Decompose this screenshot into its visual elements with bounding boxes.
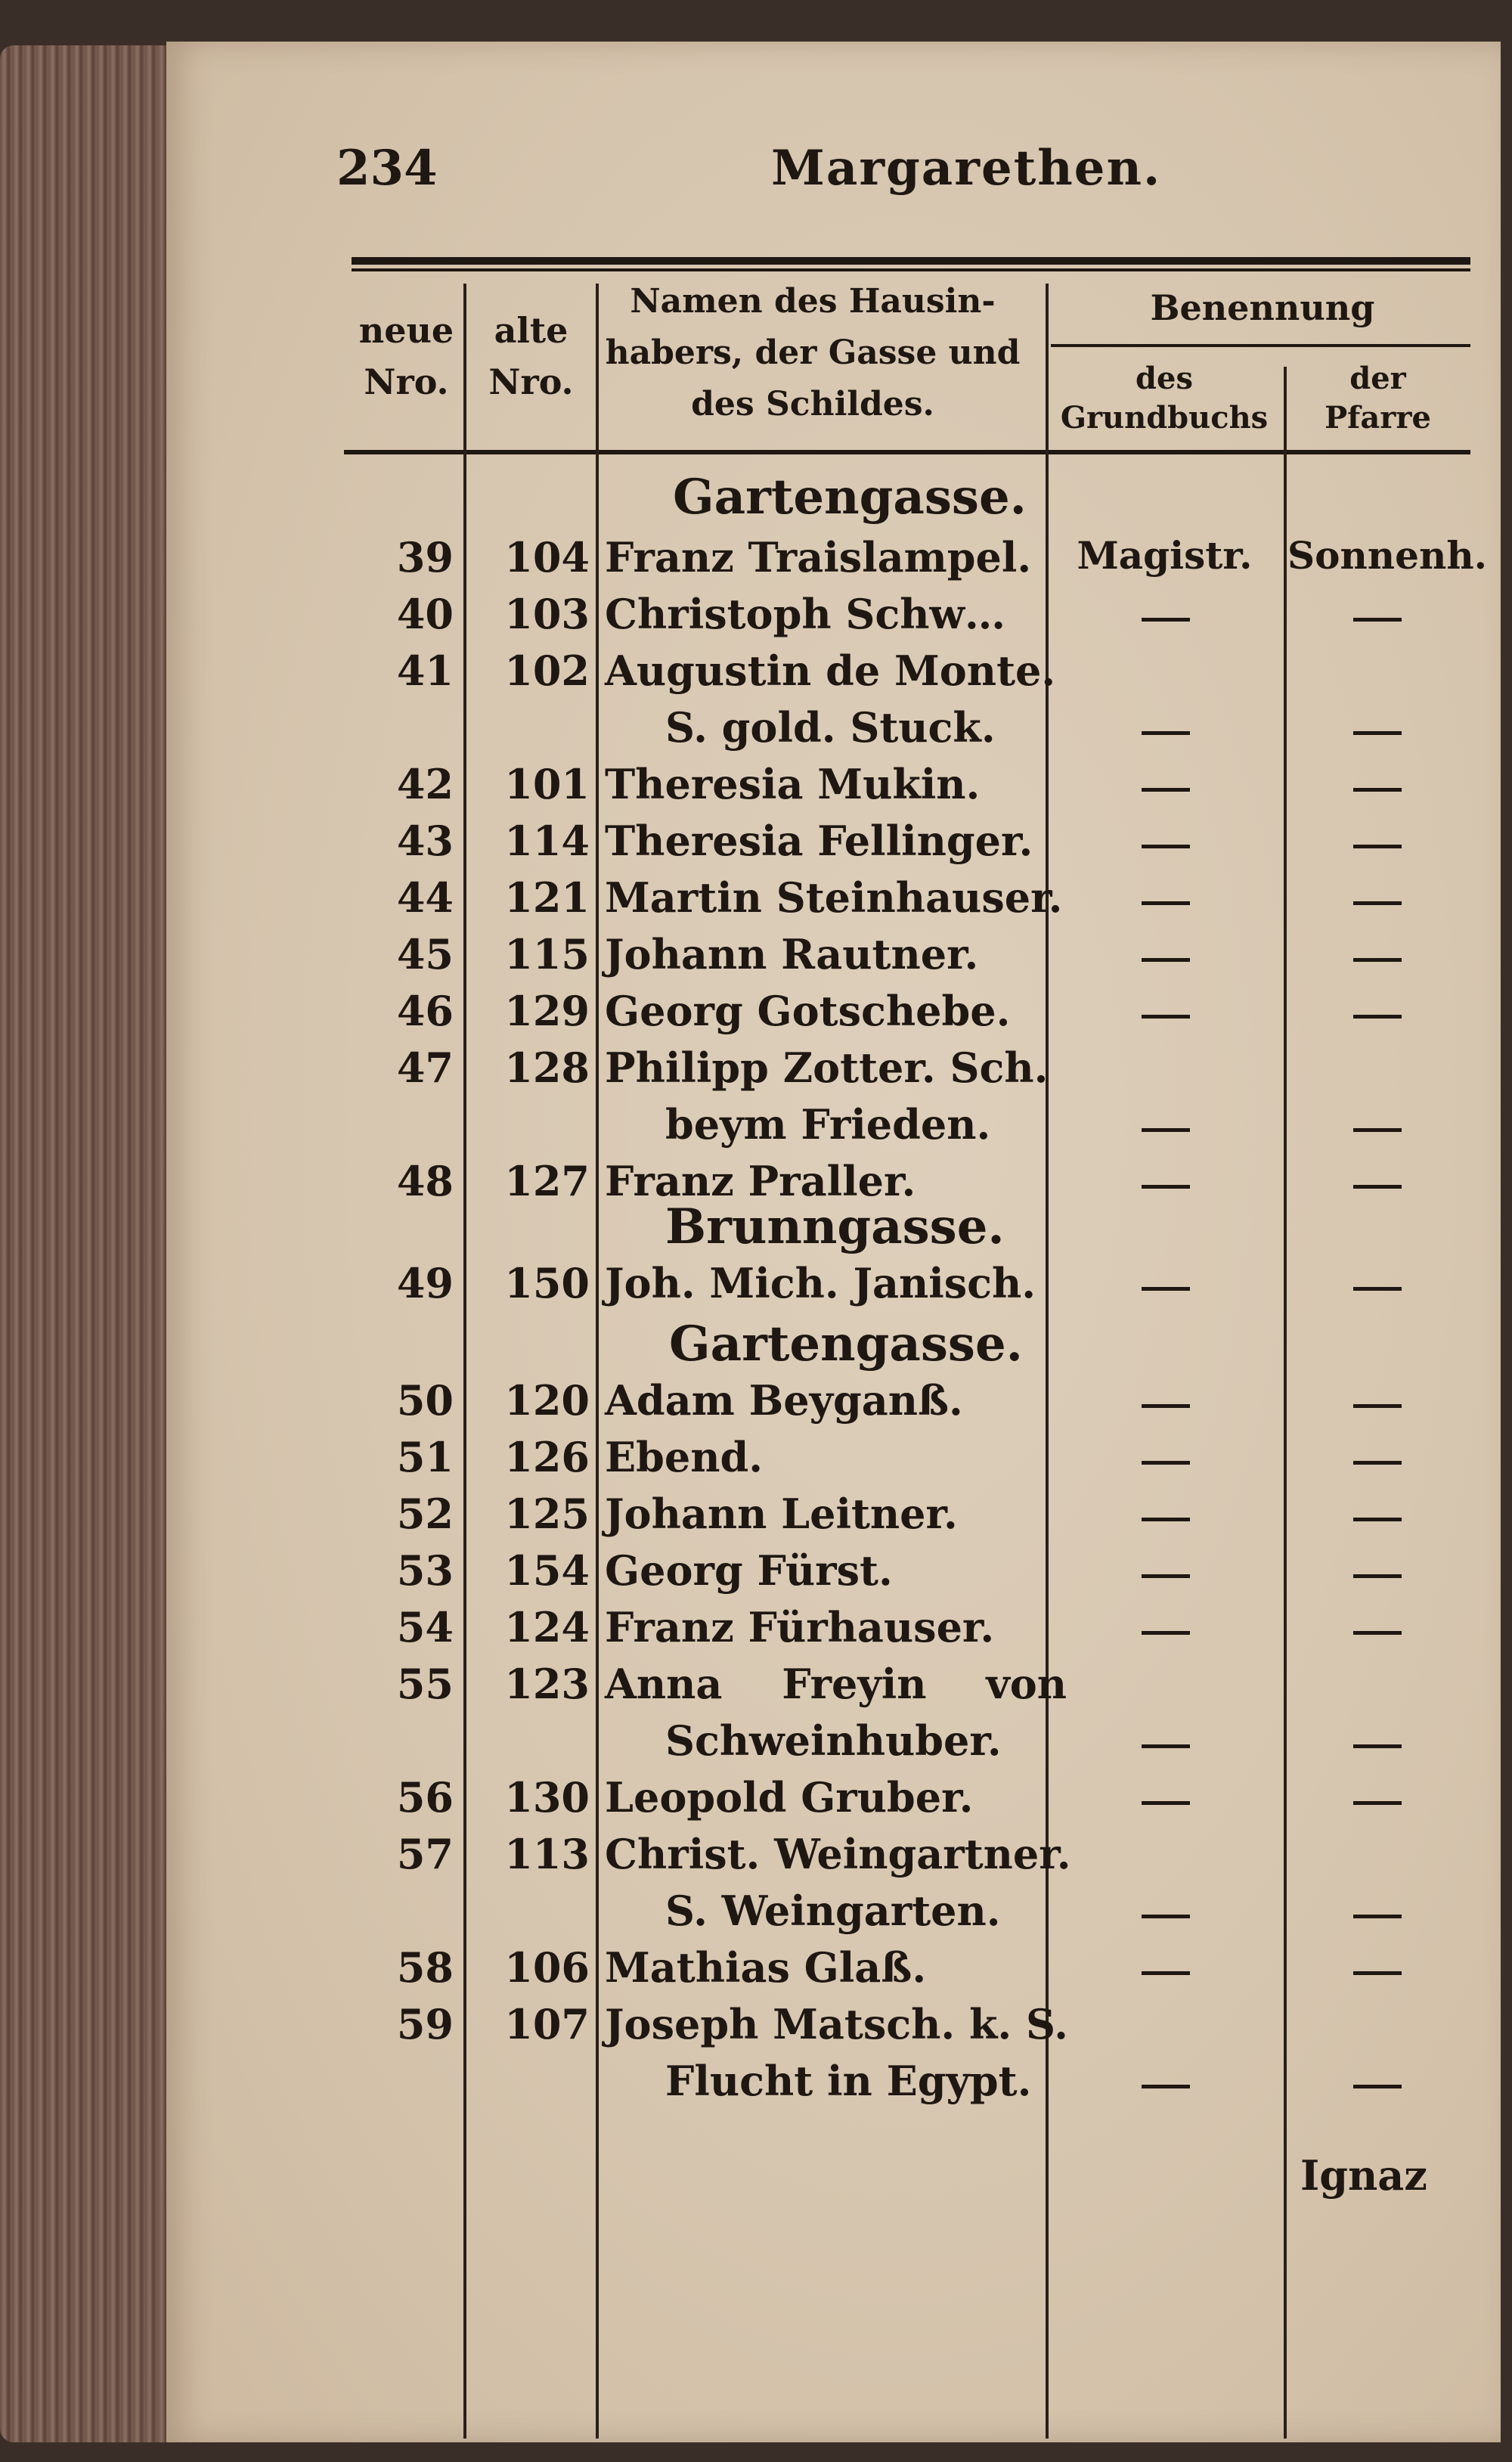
ditto-dash	[1353, 1971, 1402, 1975]
new-number: 39	[396, 533, 454, 581]
owner-name: Georg Fürst.	[605, 1546, 893, 1595]
book-page-edges	[0, 45, 174, 2442]
new-number: 41	[396, 647, 454, 695]
ditto-dash	[1142, 2085, 1190, 2088]
catchword: Ignaz	[1300, 2151, 1427, 2200]
owner-name: Georg Gotschebe.	[605, 987, 1011, 1035]
old-number: 104	[504, 533, 590, 581]
top-rule-thin	[352, 268, 1470, 271]
ditto-dash	[1142, 788, 1190, 792]
old-number: 130	[504, 1773, 590, 1822]
ditto-dash	[1142, 731, 1190, 735]
house-sign: S. gold. Stuck.	[665, 703, 996, 752]
col-head-old-no-line1: alte	[494, 310, 569, 351]
owner-name: Franz Traislampel.	[605, 533, 1032, 581]
ditto-dash	[1142, 1801, 1190, 1805]
page-number: 234	[336, 140, 438, 197]
new-number: 57	[396, 1830, 454, 1878]
ditto-dash	[1353, 901, 1402, 905]
new-number: 45	[396, 930, 454, 978]
ditto-dash	[1142, 901, 1190, 905]
ditto-dash	[1353, 1518, 1402, 1521]
new-number: 43	[396, 817, 454, 865]
pfarre-value: Sonnenh.	[1287, 533, 1488, 578]
col-head-old-no-line2: Nro.	[488, 361, 574, 402]
benennung-underline	[1051, 344, 1470, 347]
grundbuch-value: Magistr.	[1077, 533, 1253, 578]
owner-name: Martin Steinhauser.	[605, 873, 1063, 922]
street-heading: Brunngasse.	[665, 1198, 1005, 1255]
col-head-grundbuch-line2: Grundbuchs	[1060, 400, 1269, 436]
owner-name: Theresia Fellinger.	[605, 817, 1033, 865]
old-number: 114	[504, 817, 590, 865]
old-number: 107	[504, 2000, 590, 2048]
ditto-dash	[1142, 618, 1190, 622]
col-head-new-no	[352, 305, 461, 408]
old-number: 102	[504, 647, 590, 695]
ditto-dash	[1353, 731, 1402, 735]
ditto-dash	[1142, 1631, 1190, 1635]
ditto-dash	[1142, 845, 1190, 848]
owner-name-cont: Schweinhuber.	[665, 1716, 1002, 1765]
ditto-dash	[1142, 1518, 1190, 1521]
ditto-dash	[1353, 958, 1402, 962]
owner-name: Leopold Gruber.	[605, 1773, 974, 1822]
ditto-dash	[1353, 1128, 1402, 1132]
street-heading: Gartengasse.	[669, 1316, 1023, 1372]
ditto-dash	[1353, 1404, 1402, 1408]
owner-name: Ebend.	[605, 1433, 764, 1481]
ditto-dash	[1353, 1574, 1402, 1578]
col-rule-2	[596, 284, 599, 2439]
old-number: 128	[504, 1043, 590, 1092]
ditto-dash	[1353, 1015, 1402, 1019]
house-sign: Flucht in Egypt.	[665, 2057, 1032, 2105]
owner-name: Adam Beyganß.	[605, 1376, 963, 1425]
ditto-dash	[1353, 2085, 1402, 2088]
ditto-dash	[1353, 1744, 1402, 1748]
col-head-grundbuch-line1: des	[1136, 361, 1193, 396]
old-number: 115	[504, 930, 590, 978]
new-number: 49	[396, 1259, 454, 1307]
owner-name: Augustin de Monte.	[605, 647, 1056, 695]
owner-name: Christ. Weingartner.	[605, 1830, 1071, 1878]
book-page	[166, 42, 1501, 2442]
ditto-dash	[1353, 1801, 1402, 1805]
old-number: 125	[504, 1490, 590, 1538]
top-rule	[352, 257, 1470, 265]
col-head-grundbuch	[1047, 359, 1281, 438]
ditto-dash	[1142, 1404, 1190, 1408]
ditto-dash	[1142, 1015, 1190, 1019]
old-number: 127	[504, 1157, 590, 1205]
house-sign: beym Frieden.	[665, 1100, 991, 1149]
old-number: 103	[504, 590, 590, 638]
col-head-pfarre	[1285, 359, 1470, 438]
ditto-dash	[1142, 1287, 1190, 1291]
col-head-names	[601, 276, 1024, 430]
col-head-pfarre-line2: Pfarre	[1325, 400, 1431, 436]
page-title: Margarethen.	[771, 140, 1162, 197]
new-number: 44	[396, 873, 454, 922]
ditto-dash	[1142, 1744, 1190, 1748]
new-number: 58	[396, 1943, 454, 1992]
old-number: 129	[504, 987, 590, 1035]
ditto-dash	[1142, 1971, 1190, 1975]
owner-name: Franz Praller.	[605, 1157, 916, 1205]
col-head-benennung: Benennung	[1150, 287, 1375, 328]
old-number: 120	[504, 1376, 590, 1425]
house-sign: S. Weingarten.	[665, 1887, 1001, 1935]
ditto-dash	[1353, 618, 1402, 622]
owner-name: Joseph Matsch. k. S.	[605, 2000, 1068, 2048]
ditto-dash	[1353, 1915, 1402, 1918]
ditto-dash	[1142, 1128, 1190, 1132]
col-head-old-no	[469, 305, 593, 408]
new-number: 56	[396, 1773, 454, 1822]
old-number: 154	[504, 1546, 590, 1595]
ditto-dash	[1353, 845, 1402, 848]
new-number: 47	[396, 1043, 454, 1092]
old-number: 101	[504, 760, 590, 808]
new-number: 46	[396, 987, 454, 1035]
owner-name: Christoph Schw…	[605, 590, 1006, 638]
owner-name: Joh. Mich. Janisch.	[605, 1259, 1036, 1307]
ditto-dash	[1142, 1185, 1190, 1189]
new-number: 55	[396, 1660, 454, 1708]
old-number: 126	[504, 1433, 590, 1481]
new-number: 51	[396, 1433, 454, 1481]
owner-name: Philipp Zotter. Sch.	[605, 1043, 1049, 1092]
old-number: 123	[504, 1660, 590, 1708]
new-number: 52	[396, 1490, 454, 1538]
ditto-dash	[1353, 788, 1402, 792]
owner-name: Johann Rautner.	[605, 930, 979, 978]
old-number: 121	[504, 873, 590, 922]
new-number: 48	[396, 1157, 454, 1205]
col-head-names-line1: Namen des Hausin-	[630, 282, 996, 321]
old-number: 113	[504, 1830, 590, 1878]
col-head-names-line2: habers, der Gasse und	[605, 333, 1021, 372]
col-rule-3	[1046, 284, 1049, 2439]
new-number: 42	[396, 760, 454, 808]
owner-name: Franz Fürhauser.	[605, 1603, 995, 1651]
col-head-names-line3: des Schildes.	[691, 385, 934, 423]
ditto-dash	[1353, 1631, 1402, 1635]
col-head-new-no-line2: Nro.	[364, 361, 449, 402]
col-head-pfarre-line1: der	[1349, 361, 1406, 396]
old-number: 150	[504, 1259, 590, 1307]
ditto-dash	[1142, 958, 1190, 962]
new-number: 53	[396, 1546, 454, 1595]
street-heading: Gartengasse.	[673, 469, 1027, 526]
new-number: 59	[396, 2000, 454, 2048]
old-number: 124	[504, 1603, 590, 1651]
ditto-dash	[1353, 1287, 1402, 1291]
header-bottom-rule	[344, 450, 1470, 454]
owner-name: Mathias Glaß.	[605, 1943, 927, 1992]
old-number: 106	[504, 1943, 590, 1992]
ditto-dash	[1142, 1461, 1190, 1465]
col-rule-4	[1284, 367, 1287, 2439]
col-head-new-no-line1: neue	[358, 310, 454, 351]
col-rule-1	[463, 284, 466, 2439]
new-number: 54	[396, 1603, 454, 1651]
owner-name: Theresia Mukin.	[605, 760, 981, 808]
owner-name: Anna Freyin von	[605, 1660, 1067, 1708]
new-number: 40	[396, 590, 454, 638]
ditto-dash	[1353, 1185, 1402, 1189]
ditto-dash	[1142, 1574, 1190, 1578]
owner-name: Johann Leitner.	[605, 1490, 958, 1538]
new-number: 50	[396, 1376, 454, 1425]
ditto-dash	[1353, 1461, 1402, 1465]
ditto-dash	[1142, 1915, 1190, 1918]
